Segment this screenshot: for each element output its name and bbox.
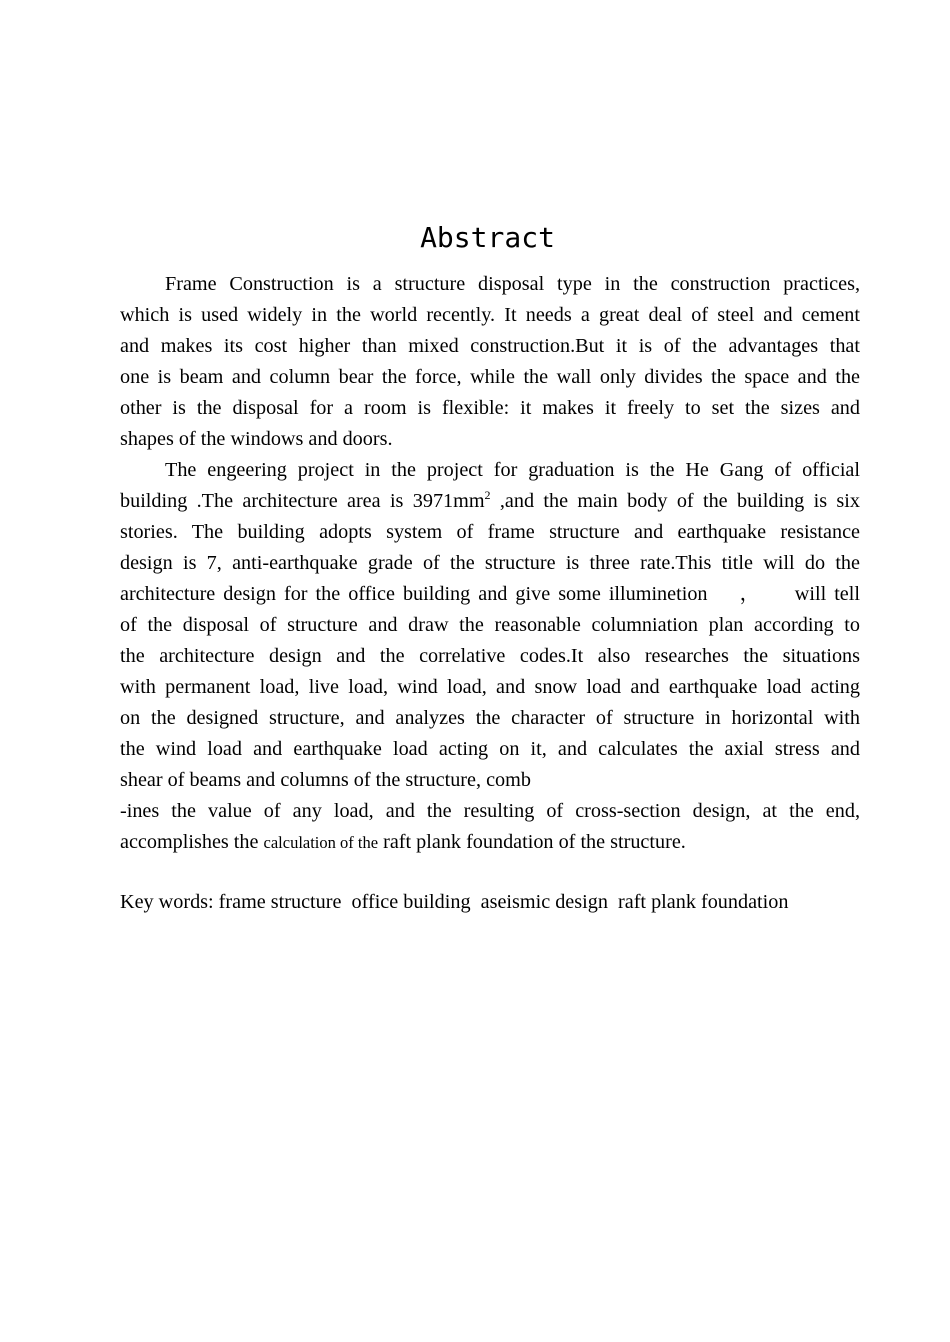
- p2-line-3: stories. The building adopts system of frame structure and earthquake resistance: [120, 521, 860, 543]
- p2-line-2-after: ,and the main body of the building is six: [490, 490, 860, 512]
- p2-line-2-before: building .The architecture area is 3971mm: [120, 490, 485, 512]
- p1-line-6: shapes of the windows and doors.: [120, 428, 393, 450]
- area-superscript: 2: [484, 488, 491, 502]
- p3-line-2-before: accomplishes the: [120, 831, 264, 853]
- p2-line-9: on the designed structure, and analyzes the character of structure in horizontal with: [120, 707, 860, 729]
- p1-line-2: which is used widely in the world recently. It needs a great deal of steel and cement: [120, 304, 860, 326]
- abstract-body: [120, 269, 860, 858]
- p3-line-1: -ines the value of any load, and the resulting of cross-section design, at the end,: [120, 800, 860, 822]
- p3-line-2-after: raft plank foundation of the structure.: [378, 831, 686, 853]
- p2-line-11: shear of beams and columns of the structure, comb: [120, 769, 531, 791]
- p2-line-8: with permanent load, live load, wind load, and snow load and earthquake load acting: [120, 676, 860, 698]
- abstract-title: Abstract: [420, 221, 555, 254]
- p2-line-7: the architecture design and the correlative codes.It also researches the situations: [120, 645, 860, 667]
- keywords-line: Key words: frame structure office building aseismic design raft plank foundation: [120, 891, 789, 913]
- p2-line-4: design is 7, anti-earthquake grade of the structure is three rate.This title will do the: [120, 552, 860, 574]
- p2-line-1: The engeering project in the project for graduation is the He Gang of official: [165, 459, 860, 481]
- p2-line-2: [120, 486, 860, 517]
- p2-line-10: the wind load and earthquake load acting on it, and calculates the axial stress and: [120, 738, 860, 760]
- p2-line-5: architecture design for the office building and give some illuminetion ， will tell: [120, 583, 860, 605]
- p2-line-6: of the disposal of structure and draw the reasonable columniation plan according to: [120, 614, 860, 636]
- p1-line-1: Frame Construction is a structure disposal type in the construction practices,: [165, 273, 860, 295]
- p3-line-2-small: calculation of the: [263, 833, 379, 852]
- p1-line-5: other is the disposal for a room is flexible: it makes it freely to set the sizes and: [120, 397, 860, 419]
- p1-line-3: and makes its cost higher than mixed construction.But it is of the advantages that: [120, 335, 860, 357]
- p3-line-2: [120, 827, 860, 858]
- p1-line-4: one is beam and column bear the force, while the wall only divides the space and the: [120, 366, 860, 388]
